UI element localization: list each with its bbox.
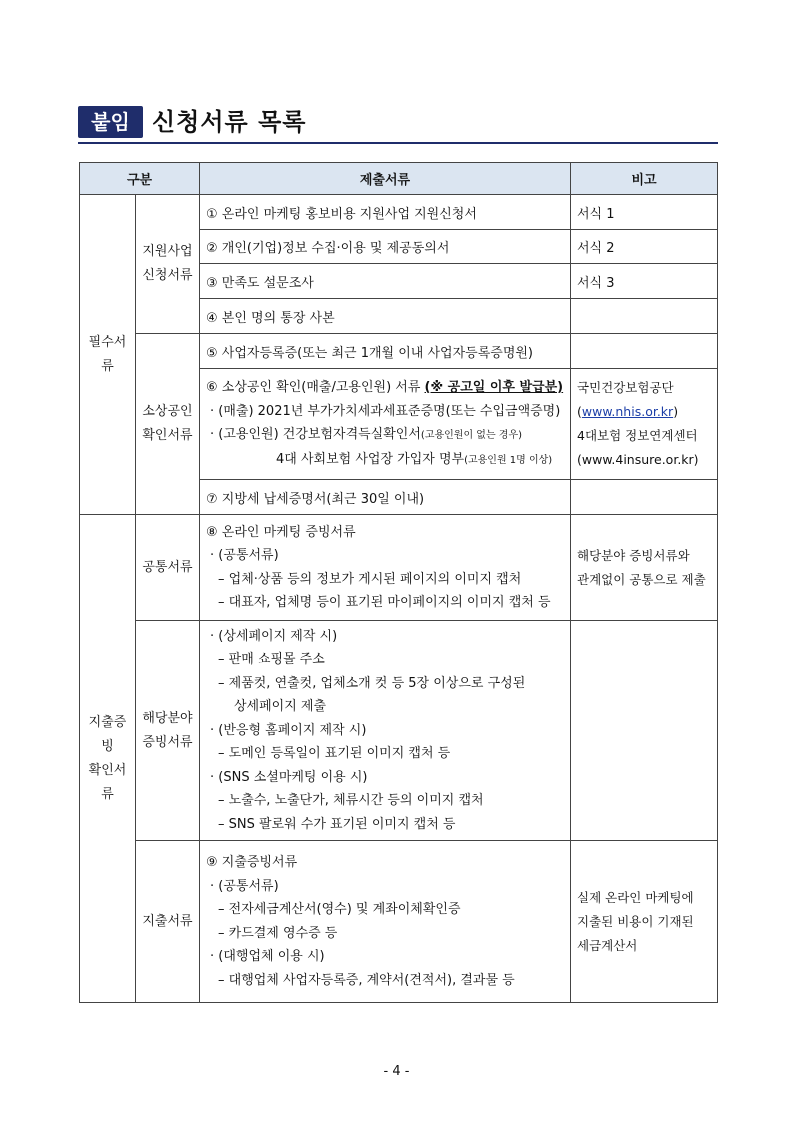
note-3: 서식 3: [571, 264, 718, 299]
note-2: 서식 2: [571, 230, 718, 264]
doc-1: ① 온라인 마케팅 홍보비용 지원사업 지원신청서: [200, 195, 571, 230]
group-required: 필수서류: [80, 195, 136, 515]
note-field: [571, 621, 718, 841]
doc-9-title: ⑨ 지출증빙서류: [206, 855, 298, 870]
header-documents: 제출서류: [200, 163, 571, 195]
doc-6: [200, 369, 571, 480]
field-item2: – 제품컷, 연출컷, 업체소개 컷 등 5장 이상으로 구성된: [218, 675, 526, 691]
doc-9: [200, 841, 571, 1003]
note-6-nhis: 국민건강보험공단: [577, 380, 674, 395]
attachment-badge: 붙임: [78, 106, 143, 138]
field-detail-page: · (상세페이지 제작 시): [210, 628, 338, 644]
page-number: - 4 -: [383, 1064, 410, 1079]
group-small-biz: 소상공인 확인서류: [136, 334, 200, 515]
note-6-4insure: 4대보험 정보연계센터: [577, 428, 698, 443]
table-row: [80, 334, 718, 369]
note-6: [571, 369, 718, 480]
doc-8-common: · (공통서류): [210, 548, 279, 563]
doc-6-issue-note: (※ 공고일 이후 발급분): [424, 380, 564, 395]
page-title: 신청서류 목록: [152, 108, 307, 136]
note-1: 서식 1: [571, 195, 718, 230]
doc-9-item2: – 카드결제 영수증 등: [218, 925, 338, 941]
note-6-paren-open: (: [577, 404, 582, 419]
note-8-line2: 관계없이 공통으로 제출: [577, 571, 706, 587]
doc-7: ⑦ 지방세 납세증명서(최근 30일 이내): [200, 480, 571, 515]
heading: [78, 103, 718, 145]
note-9-line3: 세금계산서: [577, 937, 638, 953]
note-8: [571, 515, 718, 621]
doc-9-item1: – 전자세금계산서(영수) 및 계좌이체확인증: [218, 902, 461, 917]
doc-6-employees-cond: (고용인원이 없는 경우): [420, 430, 523, 441]
doc-9-agency: · (대행업체 이용 시): [210, 949, 325, 964]
doc-6-employees: · (고용인원) 건강보험자격득실확인서: [210, 427, 421, 442]
doc-6-insurance-list: 4대 사회보험 사업장 가입자 명부: [276, 451, 465, 467]
doc-9-item3: – 대행업체 사업자등록증, 계약서(견적서), 결과물 등: [218, 972, 515, 988]
field-item4: – 노출수, 노출단가, 체류시간 등의 이미지 캡처: [218, 793, 484, 809]
note-9: [571, 841, 718, 1003]
doc-9-common: · (공통서류): [210, 878, 279, 894]
table-row: [80, 621, 718, 841]
field-item5: – SNS 팔로워 수가 표기된 이미지 캡처 등: [218, 816, 456, 832]
note-7: [571, 480, 718, 515]
nhis-link[interactable]: www.nhis.or.kr: [581, 404, 674, 419]
group-common: 공통서류: [136, 515, 200, 621]
field-item3: – 도메인 등록일이 표기된 이미지 캡처 등: [218, 746, 451, 762]
field-item1: – 판매 쇼핑몰 주소: [218, 652, 325, 668]
note-9-line1: 실제 온라인 마케팅에: [577, 889, 694, 905]
title-underline: [78, 142, 718, 144]
group-expense: 지출서류: [136, 841, 200, 1003]
field-responsive: · (반응형 홈페이지 제작 시): [210, 722, 367, 738]
group-support-app: 지원사업 신청서류: [136, 195, 200, 334]
field-item2-cont: 상세페이지 제출: [234, 699, 327, 715]
note-9-line2: 지출된 비용이 기재된: [577, 913, 694, 929]
doc-6-title: ⑥ 소상공인 확인(매출/고용인원) 서류: [206, 380, 425, 395]
table-row: [80, 841, 718, 1003]
table-row: [80, 195, 718, 230]
group-field: 해당분야 증빙서류: [136, 621, 200, 841]
doc-3: ③ 만족도 설문조사: [200, 264, 571, 299]
header-category: 구분: [80, 163, 200, 195]
doc-6-insurance-cond: (고용인원 1명 이상): [464, 454, 553, 466]
doc-8-item2: – 대표자, 업체명 등이 표기된 마이페이지의 이미지 캡처 등: [218, 595, 551, 610]
doc-8-title: ⑧ 온라인 마케팅 증빙서류: [206, 524, 356, 540]
documents-table: [79, 162, 718, 1003]
header-remarks: 비고: [571, 163, 718, 195]
group-proof: 지출증빙 확인서류: [80, 515, 136, 1003]
note-8-line1: 해당분야 증빙서류와: [577, 547, 690, 563]
note-5: [571, 334, 718, 369]
note-6-paren-close: ): [673, 404, 679, 419]
note-6-4insure-url: (www.4insure.or.kr): [577, 452, 699, 467]
doc-5: ⑤ 사업자등록증(또는 최근 1개월 이내 사업자등록증명원): [200, 334, 571, 369]
field-sns: · (SNS 소셜마케팅 이용 시): [210, 769, 368, 785]
doc-4: ④ 본인 명의 통장 사본: [200, 299, 571, 334]
table-header-row: [80, 163, 718, 195]
doc-field: [200, 621, 571, 841]
note-4: [571, 299, 718, 334]
doc-2: ② 개인(기업)정보 수집·이용 및 제공동의서: [200, 230, 571, 264]
doc-6-sales: · (매출) 2021년 부가가치세과세표준증명(또는 수입금액증명): [210, 403, 561, 419]
doc-8: [200, 515, 571, 621]
table-row: [80, 515, 718, 621]
doc-8-item1: – 업체·상품 등의 정보가 게시된 페이지의 이미지 캡처: [218, 571, 522, 587]
